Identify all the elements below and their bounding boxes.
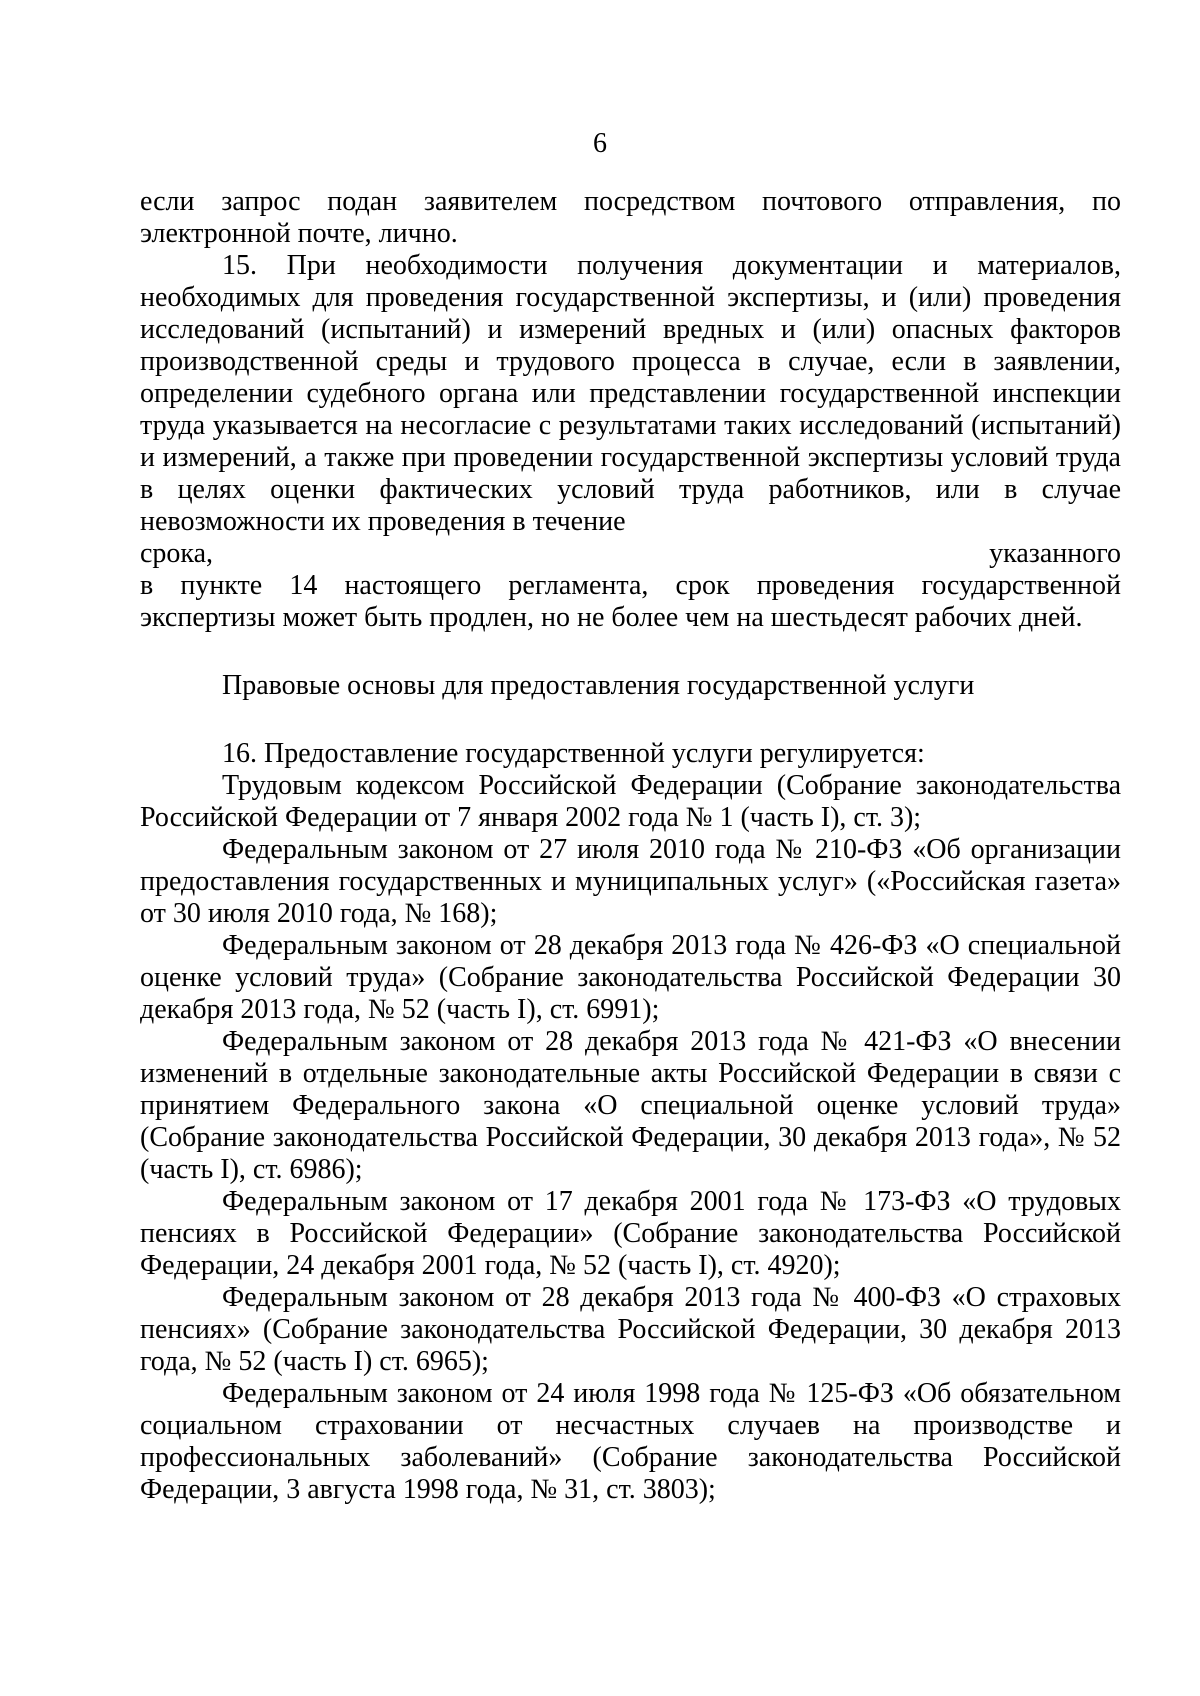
list-item-law-125: Федеральным законом от 24 июля 1998 года № 125-ФЗ «Об обязательном социальном страховании от несчастных случаев на производстве и профессиональных заболеваний» (Собрание законодательства Российской Федерации, 3 августа 1998 года, № 31, ст. 3803); [140, 1378, 1121, 1505]
paragraph-16: 16. Предоставление государственной услуги регулируется: [222, 738, 925, 769]
page-number: 6 [593, 128, 607, 159]
paragraph-continuation: если запрос подан заявителем посредством почтового отправления, по электронной почте, лично. [140, 186, 1121, 249]
list-item-law-426: Федеральным законом от 28 декабря 2013 года № 426-ФЗ «О специальной оценке условий труда» (Собрание законодательства Российской Федерации 30 декабря 2013 года, № 52 (часть I), ст. 6991); [140, 930, 1121, 1025]
section-heading: Правовые основы для предоставления государственной услуги [222, 670, 975, 701]
list-item-law-210: Федеральным законом от 27 июля 2010 года № 210-ФЗ «Об организации предоставления государственных и муниципальных услуг» («Российская газета» от 30 июля 2010 года, № 168); [140, 834, 1121, 929]
paragraph-15-line: срока, указанного [140, 538, 1121, 569]
list-item-law-173: Федеральным законом от 17 декабря 2001 года № 173-ФЗ «О трудовых пенсиях в Российской Федерации» (Собрание законодательства Российской Федерации, 24 декабря 2001 года, № 52 (часть I), ст. 4920); [140, 1186, 1121, 1281]
list-item-law-400: Федеральным законом от 28 декабря 2013 года № 400-ФЗ «О страховых пенсиях» (Собрание законодательства Российской Федерации, 30 декабря 2013 года, № 52 (часть I) ст. 6965); [140, 1282, 1121, 1377]
list-item-law-421: Федеральным законом от 28 декабря 2013 года № 421-ФЗ «О внесении изменений в отдельные законодательные акты Российской Федерации в связи с принятием Федерального закона «О специальной оценке условий труда» (Собрание законодательства Российской Федерации, 30 декабря 2013 года», № 52 (часть I), ст. 6986); [140, 1026, 1121, 1185]
document-body [140, 186, 1121, 1506]
list-item-labor-code: Трудовым кодексом Российской Федерации (Собрание законодательства Российской Федерации от 7 января 2002 года № 1 (часть I), ст. 3); [140, 770, 1121, 833]
paragraph-15: 15. При необходимости получения документации и материалов, необходимых для проведения государственной экспертизы, и (или) проведения исследований (испытаний) и измерений вредных и (или) опасных факторов производственной среды и трудового процесса в случае, если в заявлении, определении судебного органа или представлении государственной инспекции труда указывается на несогласие с результатами таких исследований (испытаний) и измерений, а также при проведении государственной экспертизы условий труда в целях оценки фактических условий труда работников, или в случае невозможности их проведения в течение [140, 250, 1121, 537]
paragraph-15-end: в пункте 14 настоящего регламента, срок проведения государственной экспертизы может быть продлен, но не более чем на шестьдесят рабочих дней. [140, 570, 1121, 633]
